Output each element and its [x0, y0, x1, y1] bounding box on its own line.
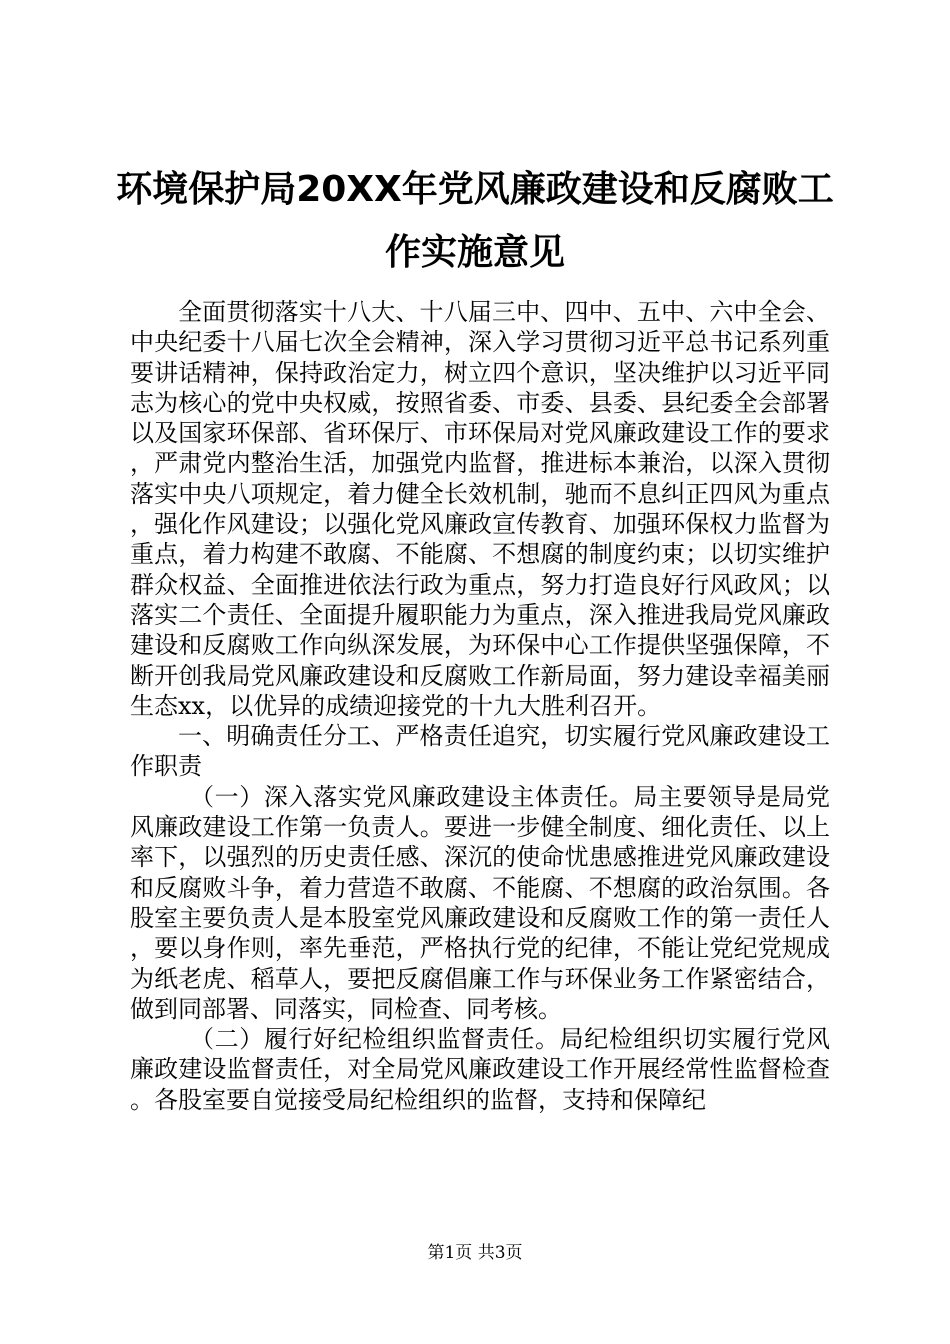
page-footer [0, 1242, 950, 1264]
title-line-1: 环境保护局20XX年党风廉政建设和反腐败工 [116, 169, 834, 210]
document-body [130, 297, 830, 1115]
title-line-2: 作实施意见 [384, 232, 565, 273]
subsection-paragraph-2: （二）履行好纪检组织监督责任。局纪检组织切实履行党风廉政建设监督责任，对全局党风廉政建设工作开展经常性监督检查。各股室要自觉接受局纪检组织的监督，支持和保障纪 [130, 1025, 830, 1114]
document-title [100, 158, 850, 284]
section-heading-1: 一、明确责任分工、严格责任追究，切实履行党风廉政建设工作职责 [130, 722, 830, 781]
page-number: 第1页 共3页 [427, 1243, 523, 1263]
subsection-paragraph-1: （一）深入落实党风廉政建设主体责任。局主要领导是局党风廉政建设工作第一负责人。要进一步健全制度、细化责任、以上率下，以强烈的历史责任感、深沉的使命忧患感推进党风廉政建设和反腐败斗争，着力营造不敢腐、不能腐、不想腐的政治氛围。各股室主要负责人是本股室党风廉政建设和反腐败工作的第一责任人，要以身作则，率先垂范，严格执行党的纪律，不能让党纪党规成为纸老虎、稻草人，要把反腐倡廉工作与环保业务工作紧密结合，做到同部署、同落实，同检查、同考核。 [130, 782, 830, 1023]
intro-paragraph: 全面贯彻落实十八大、十八届三中、四中、五中、六中全会、中央纪委十八届七次全会精神，深入学习贯彻习近平总书记系列重要讲话精神，保持政治定力，树立四个意识，坚决维护以习近平同志为核心的党中央权威，按照省委、市委、县委、县纪委全会部署以及国家环保部、省环保厅、市环保局对党风廉政建设工作的要求，严肃党内整治生活，加强党内监督，推进标本兼治，以深入贯彻落实中央八项规定，着力健全长效机制，驰而不息纠正四风为重点，强化作风建设；以强化党风廉政宣传教育、加强环保权力监督为重点，着力构建不敢腐、不能腐、不想腐的制度约束；以切实维护群众权益、全面推进依法行政为重点，努力打造良好行风政风；以落实二个责任、全面提升履职能力为重点，深入推进我局党风廉政建设和反腐败工作向纵深发展，为环保中心工作提供坚强保障，不断开创我局党风廉政建设和反腐败工作新局面，努力建设幸福美丽生态xx，以优异的成绩迎接党的十九大胜利召开。 [130, 298, 830, 720]
